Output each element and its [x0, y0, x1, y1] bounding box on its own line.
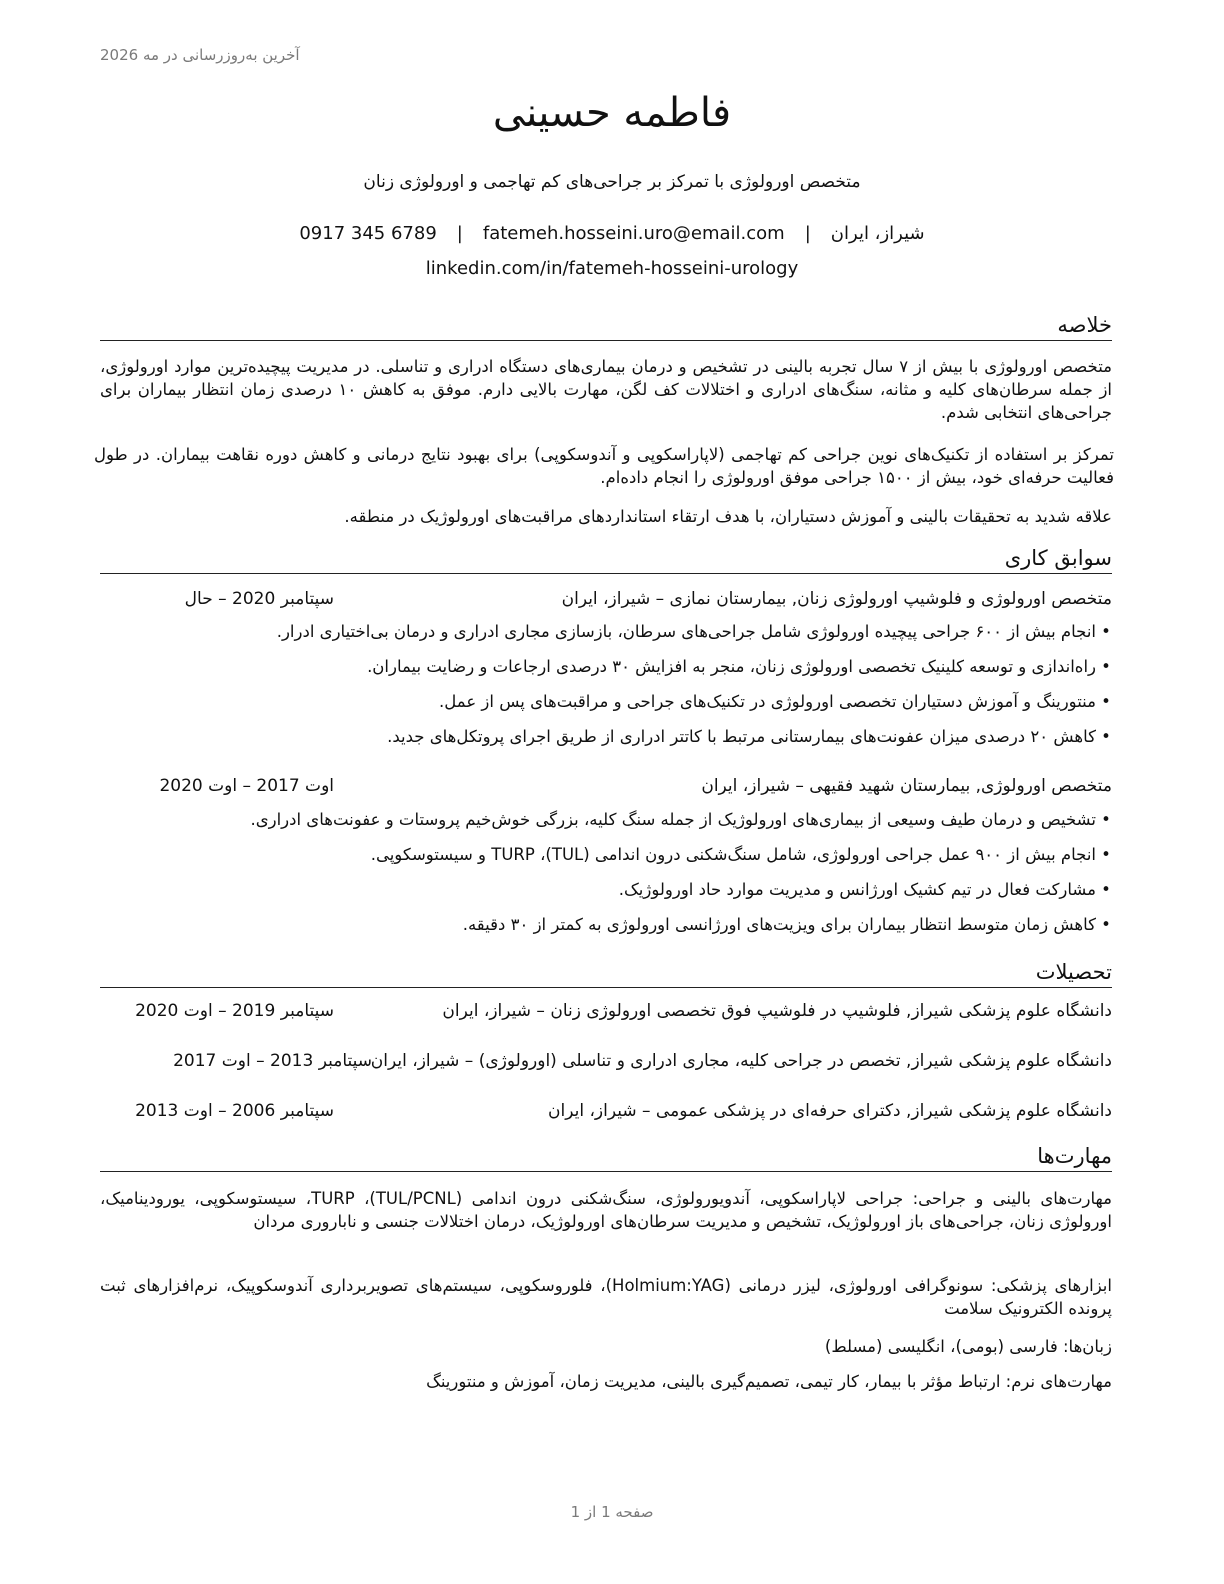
job-title: متخصص اورولوژی و فلوشیپ اورولوژی زنان, بیمارستان نمازی – شیراز، ایران — [561, 589, 1112, 609]
education-dates: سپتامبر 2006 – اوت 2013 — [135, 1101, 334, 1121]
summary-paragraph: متخصص اورولوژی با بیش از ۷ سال تجربه بالینی در تشخیص و درمان بیماری‌های دستگاه ادراری و تناسلی. در مدیریت پیچیده‌ترین موارد اورولوژی، از جمله سرطان‌های کلیه و مثانه، سنگ‌های ادراری و اختلالات کف لگن، مهارت بالایی دارم. موفق به کاهش ۱۰ درصدی زمان انتظار بیماران برای جراحی‌های انتخابی شدم. — [100, 357, 1113, 422]
job-bullets — [100, 808, 1112, 948]
list-item: •انجام بیش از ۹۰۰ عمل جراحی اورولوژی، شامل سنگ‌شکنی درون اندامی (TUL)، TURP و سیستوسکوپی. — [370, 845, 1111, 864]
page-number: صفحه 1 از 1 — [570, 1503, 654, 1521]
list-item: •مشارکت فعال در تیم کشیک اورژانس و مدیریت موارد حاد اورولوژیک. — [618, 880, 1111, 899]
headline: متخصص اورولوژی با تمرکز بر جراحی‌های کم تهاجمی و اورولوژی زنان — [363, 172, 861, 192]
email-link[interactable]: fatemeh.hosseini.uro@email.com — [482, 223, 785, 244]
education-title: دانشگاه علوم پزشکی شیراز, تخصص در جراحی کلیه، مجاری ادراری و تناسلی (اورولوژی) – شیراز، ایران — [370, 1051, 1112, 1071]
job-bullets — [100, 620, 1112, 760]
separator: | — [456, 223, 463, 244]
section-title-experience: سوابق کاری — [100, 545, 1112, 574]
skills-item: مهارت‌های بالینی و جراحی: جراحی لاپاراسکوپی، آندویورولوژی، سنگ‌شکنی درون اندامی (TUL/PCNL)، TURP، سیستوسکوپی، یورودینامیک، اورولوژی زنان، جراحی‌های باز اورولوژیک، تشخیص و مدیریت سرطان‌های اورولوژیک، درمان اختلالات جنسی و ناباروری مردان — [100, 1189, 1112, 1231]
education-item — [100, 1101, 1112, 1125]
contact-line — [0, 223, 1224, 244]
candidate-name: فاطمه حسینی — [492, 90, 732, 136]
skills-item: زبان‌ها: فارسی (بومی)، انگلیسی (مسلط) — [824, 1337, 1112, 1356]
last-updated: آخرین به‌روزرسانی در مه 2026 — [100, 46, 300, 64]
education-dates: سپتامبر 2013 – اوت 2017 — [173, 1051, 372, 1071]
list-item: •راه‌اندازی و توسعه کلینیک تخصصی اورولوژی زنان، منجر به افزایش ۳۰ درصدی ارجاعات و رضایت بیماران. — [367, 657, 1111, 676]
separator: | — [804, 223, 811, 244]
education-item — [100, 1051, 1112, 1075]
list-item: •منتورینگ و آموزش دستیاران تخصصی اورولوژی در تکنیک‌های جراحی و مراقبت‌های پس از عمل. — [439, 692, 1111, 711]
education-title: دانشگاه علوم پزشکی شیراز, فلوشیپ در فلوشیپ فوق تخصصی اورولوژی زنان – شیراز، ایران — [442, 1001, 1112, 1021]
skills-item: ابزارهای پزشکی: سونوگرافی اورولوژی، لیزر درمانی (Holmium:YAG)، فلوروسکوپی، سیستم‌های تصویربرداری آندوسکوپیک، نرم‌افزارهای ثبت پرونده الکترونیک سلامت — [100, 1276, 1112, 1318]
job-title: متخصص اورولوژی, بیمارستان شهید فقیهی – شیراز، ایران — [701, 776, 1112, 796]
job-header — [100, 776, 1112, 800]
list-item: •کاهش زمان متوسط انتظار بیماران برای ویزیت‌های اورژانسی اورولوژی به کمتر از ۳۰ دقیقه. — [462, 915, 1111, 934]
job-dates: سپتامبر 2020 – حال — [184, 589, 334, 609]
summary-paragraph: علاقه شدید به تحقیقات بالینی و آموزش دستیاران، با هدف ارتقاء استانداردهای مراقبت‌های اورولوژیک در منطقه. — [344, 507, 1112, 526]
linkedin-link[interactable]: linkedin.com/in/fatemeh-hosseini-urology — [425, 258, 799, 279]
list-item: •کاهش ۲۰ درصدی میزان عفونت‌های بیمارستانی مرتبط با کاتتر ادراری از طریق اجرای پروتکل‌های جدید. — [387, 727, 1111, 746]
education-item — [100, 1001, 1112, 1025]
location: شیراز، ایران — [830, 223, 925, 244]
list-item: •تشخیص و درمان طیف وسیعی از بیماری‌های اورولوژیک از جمله سنگ کلیه، بزرگی خوش‌خیم پروستات و عفونت‌های ادراری. — [250, 810, 1111, 829]
job-dates: اوت 2017 – اوت 2020 — [159, 776, 334, 796]
education-title: دانشگاه علوم پزشکی شیراز, دکترای حرفه‌ای در پزشکی عمومی – شیراز، ایران — [548, 1101, 1112, 1121]
section-title-summary: خلاصه — [100, 312, 1112, 341]
skills-item: مهارت‌های نرم: ارتباط مؤثر با بیمار، کار تیمی، تصمیم‌گیری بالینی، مدیریت زمان، آموزش و منتورینگ — [426, 1372, 1112, 1391]
phone: 0917 345 6789 — [299, 223, 437, 244]
summary-paragraph: تمرکز بر استفاده از تکنیک‌های نوین جراحی کم تهاجمی (لاپاراسکوپی و آندوسکوپی) برای بهبود نتایج درمانی و کاهش دوره نقاهت بیماران. در طول فعالیت حرفه‌ای خود، بیش از ۱۵۰۰ جراحی موفق اورولوژی را انجام داده‌ام. — [94, 445, 1114, 487]
section-title-skills: مهارت‌ها — [100, 1143, 1112, 1172]
job-header — [100, 589, 1112, 613]
section-title-education: تحصیلات — [100, 959, 1112, 988]
list-item: •انجام بیش از ۶۰۰ جراحی پیچیده اورولوژی شامل جراحی‌های سرطان، بازسازی مجاری ادراری و درمان بی‌اختیاری ادرار. — [276, 622, 1111, 641]
education-dates: سپتامبر 2019 – اوت 2020 — [135, 1001, 334, 1021]
